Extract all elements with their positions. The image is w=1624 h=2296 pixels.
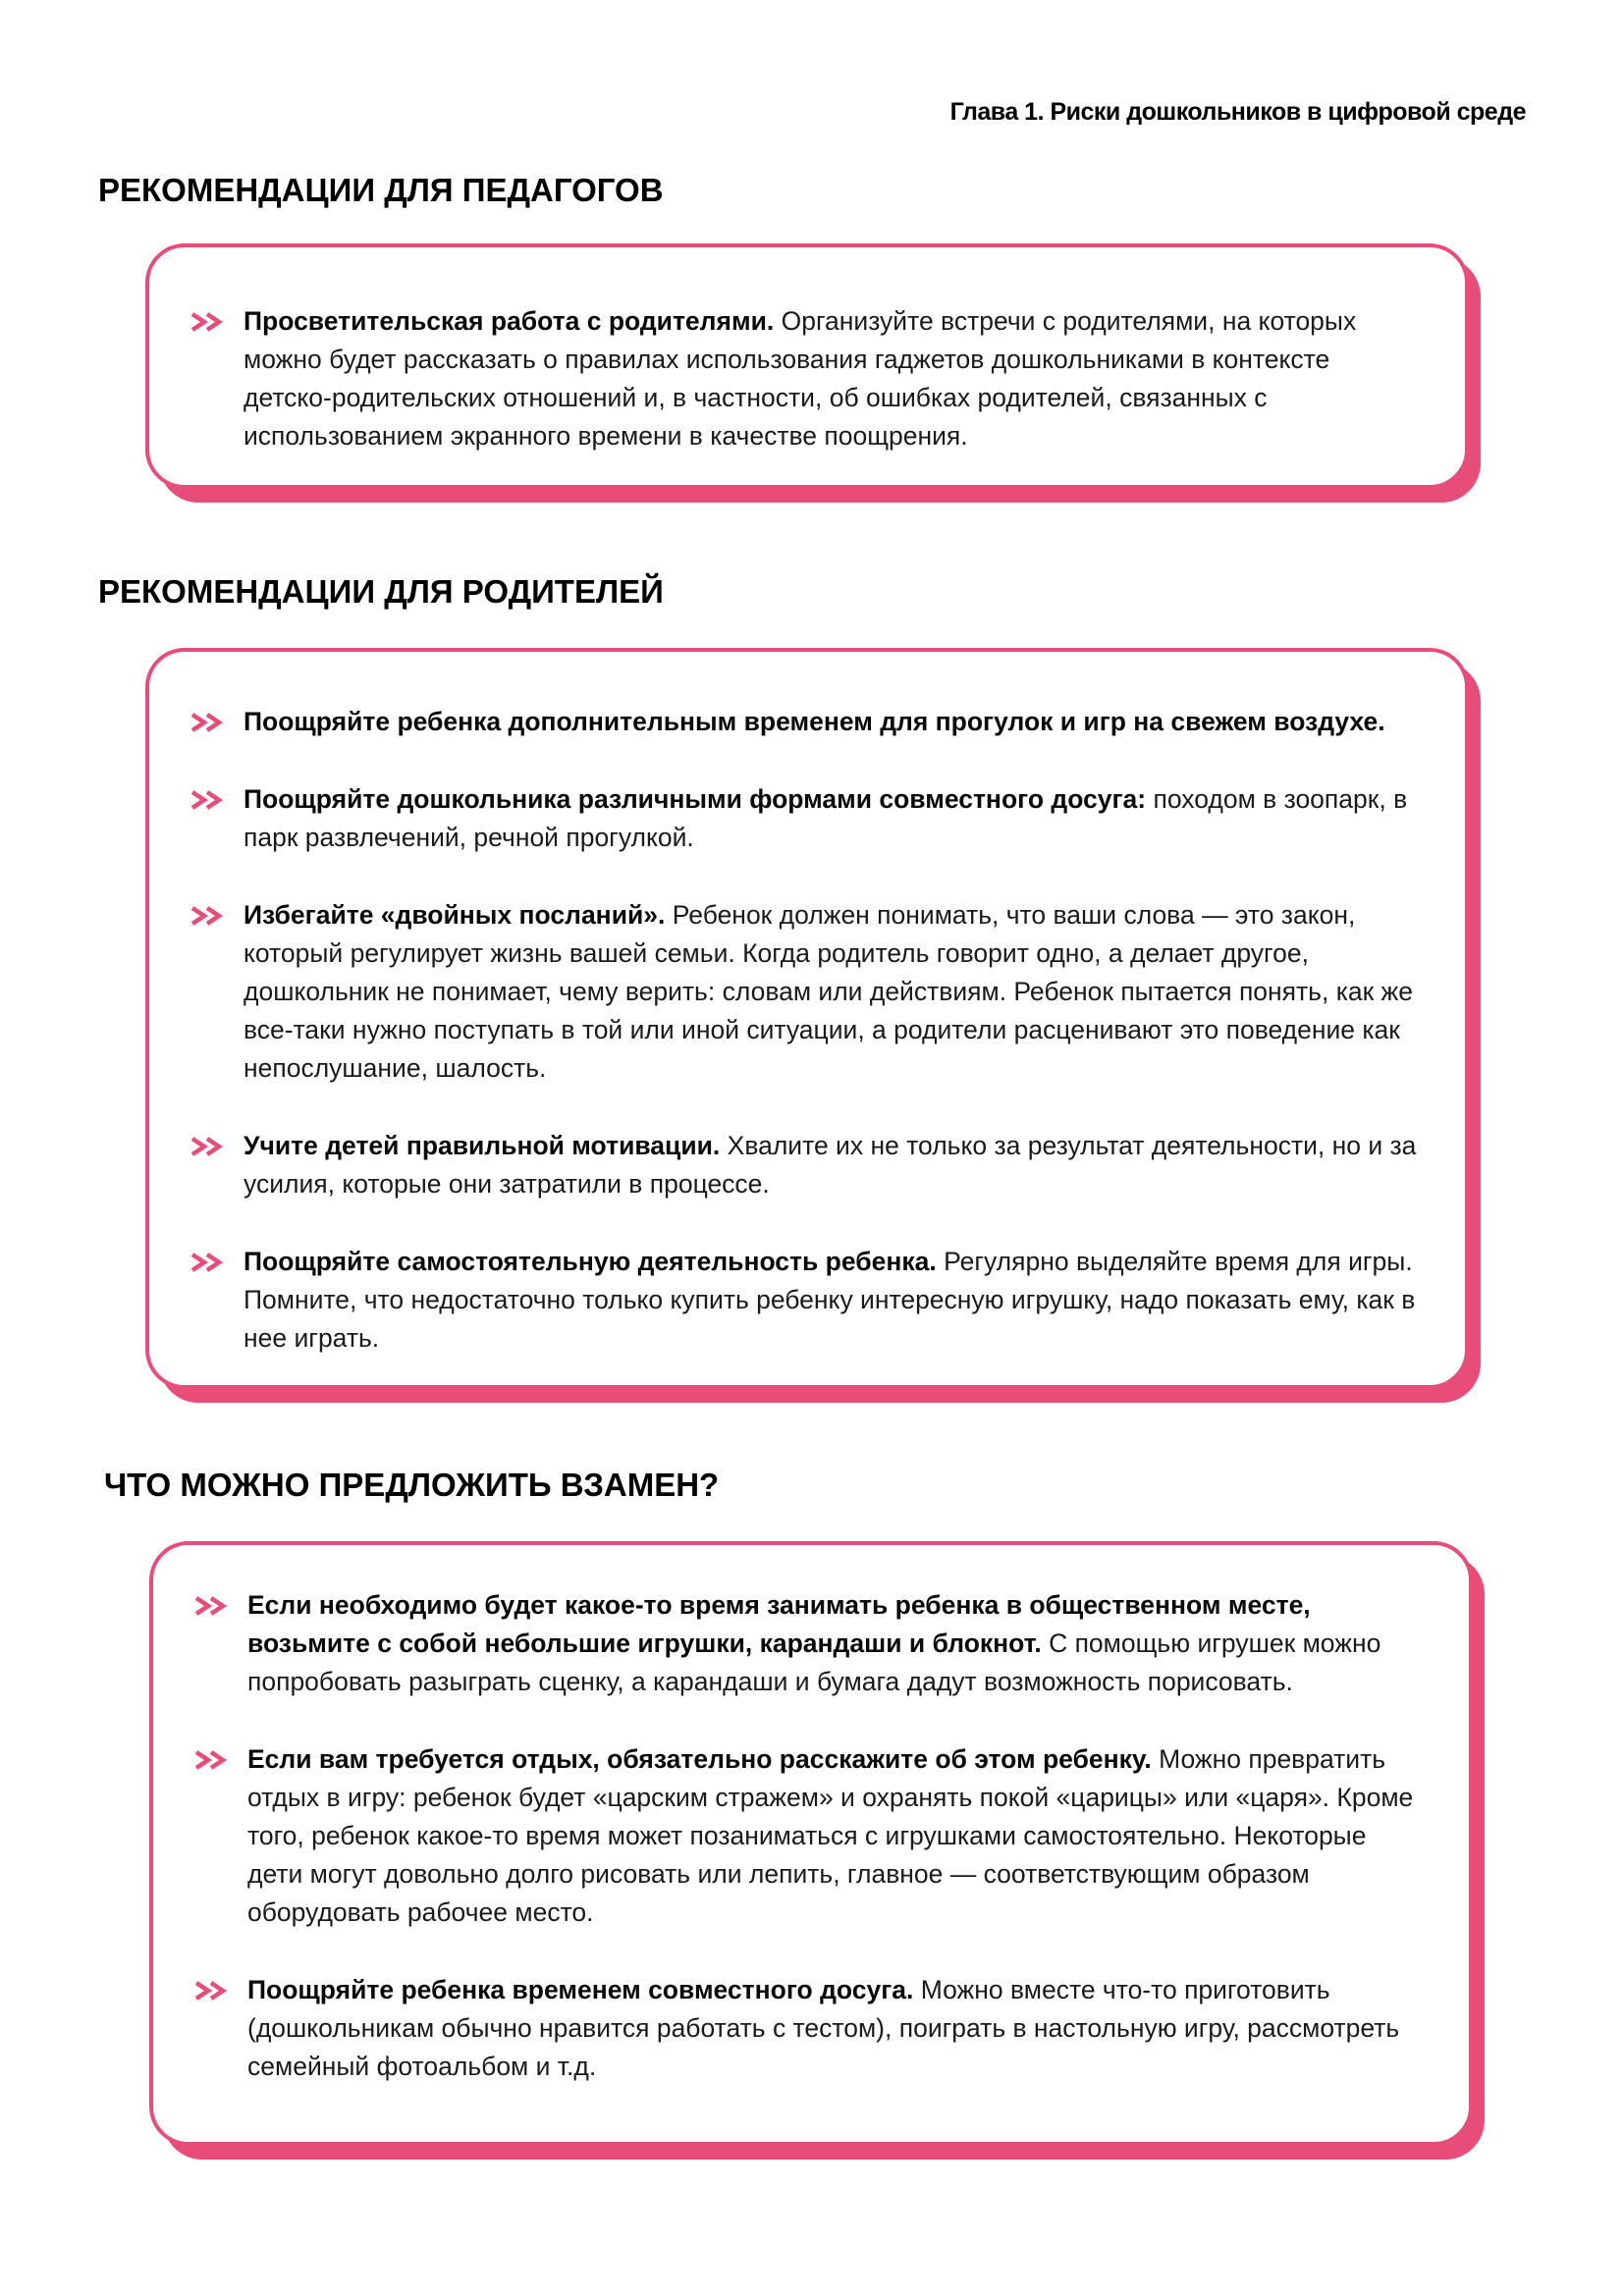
- card-alternatives: [149, 1541, 1473, 2146]
- item-body: Ребенок должен понимать, что ваши слова — это закон, который регулирует жизнь вашей семьи. Когда родитель говорит одно, а делает другое, дошкольник не понимает, чему верить: словам или действиям. Ребенок пытается понять, как же все-таки нужно поступать в той или иной ситуации, а родители расценивают это поведение как непослушание, шалость.: [244, 900, 1414, 1083]
- item-text: [244, 1127, 1422, 1203]
- item-lead: Поощряйте ребенка дополнительным временем для прогулок и игр на свежем воздухе.: [244, 707, 1385, 736]
- card-body: [145, 648, 1469, 1389]
- item-text: [244, 780, 1422, 857]
- item-lead: Просветительская работа с родителями.: [244, 306, 775, 336]
- item-text: [247, 1740, 1426, 1932]
- double-chevron-right-icon: [190, 896, 244, 934]
- list-item: [190, 896, 1422, 1088]
- list-item: [194, 1586, 1426, 1701]
- section-title-teachers: РЕКОМЕНДАЦИИ ДЛЯ ПЕДАГОГОВ: [98, 172, 664, 208]
- double-chevron-right-icon: [190, 1243, 244, 1281]
- double-chevron-right-icon: [194, 1971, 247, 2009]
- item-lead: Поощряйте ребенка временем совместного досуга.: [247, 1975, 914, 2004]
- item-lead: Учите детей правильной мотивации.: [244, 1131, 721, 1160]
- double-chevron-right-icon: [194, 1740, 247, 1779]
- double-chevron-right-icon: [190, 780, 244, 819]
- item-lead: Поощряйте самостоятельную деятельность ребенка.: [244, 1247, 937, 1276]
- running-header: Глава 1. Риски дошкольников в цифровой среде: [949, 98, 1526, 126]
- item-body: Можно вместе что-то приготовить (дошкольникам обычно нравится работать с тестом), поиграть в настольную игру, рассмотреть семейный фотоальбом и т.д.: [247, 1975, 1400, 2081]
- list-item: [190, 780, 1422, 857]
- item-text: [244, 703, 1422, 741]
- list-item: [194, 1740, 1426, 1932]
- card-teachers: [145, 243, 1469, 489]
- double-chevron-right-icon: [190, 302, 244, 341]
- item-body: Организуйте встречи с родителями, на которых можно будет рассказать о правилах использования гаджетов дошкольниками в контексте детско-родительских отношений и, в частности, об ошибках родителей, связанных с использованием экранного времени в качестве поощрения.: [244, 306, 1357, 451]
- list-item: [194, 1971, 1426, 2086]
- item-body: Можно превратить отдых в игру: ребенок будет «царским стражем» и охранять покой «царицы» или «царя». Кроме того, ребенок какое-то время может позаниматься с игрушками самостоятельно. Некоторые дети могут довольно долго рисовать или лепить, главное — соответствующим образом оборудовать рабочее место.: [247, 1744, 1414, 1927]
- section-title-alternatives: ЧТО МОЖНО ПРЕДЛОЖИТЬ ВЗАМЕН?: [104, 1467, 720, 1503]
- double-chevron-right-icon: [190, 1127, 244, 1165]
- item-lead: Поощряйте дошкольника различными формами совместного досуга:: [244, 784, 1147, 814]
- item-text: [244, 1243, 1422, 1358]
- item-lead: Если вам требуется отдых, обязательно расскажите об этом ребенку.: [247, 1744, 1152, 1774]
- item-lead: Избегайте «двойных посланий».: [244, 900, 666, 930]
- item-body: Хвалите их не только за результат деятельности, но и за усилия, которые они затратили в процессе.: [244, 1131, 1417, 1199]
- card-body: [149, 1541, 1473, 2146]
- list-item: [190, 703, 1422, 741]
- item-text: [247, 1971, 1426, 2086]
- section-title-parents: РЕКОМЕНДАЦИИ ДЛЯ РОДИТЕЛЕЙ: [98, 573, 664, 610]
- item-body: Регулярно выделяйте время для игры. Помните, что недостаточно только купить ребенку интересную игрушку, надо показать ему, как в нее играть.: [244, 1247, 1416, 1353]
- item-text: [244, 302, 1422, 455]
- list-item: [190, 302, 1422, 455]
- list-item: [190, 1127, 1422, 1203]
- card-body: [145, 243, 1469, 489]
- list-item: [190, 1243, 1422, 1358]
- item-lead: Если необходимо будет какое-то время занимать ребенка в общественном месте, возьмите с собой небольшие игрушки, карандаши и блокнот.: [247, 1590, 1311, 1658]
- item-body: походом в зоопарк, в парк развлечений, речной прогулкой.: [244, 784, 1408, 852]
- item-text: [247, 1586, 1426, 1701]
- double-chevron-right-icon: [190, 703, 244, 741]
- item-text: [244, 896, 1422, 1088]
- item-body: С помощью игрушек можно попробовать разыграть сценку, а карандаши и бумага дадут возможность порисовать.: [247, 1629, 1381, 1696]
- double-chevron-right-icon: [194, 1586, 247, 1625]
- card-parents: [145, 648, 1469, 1389]
